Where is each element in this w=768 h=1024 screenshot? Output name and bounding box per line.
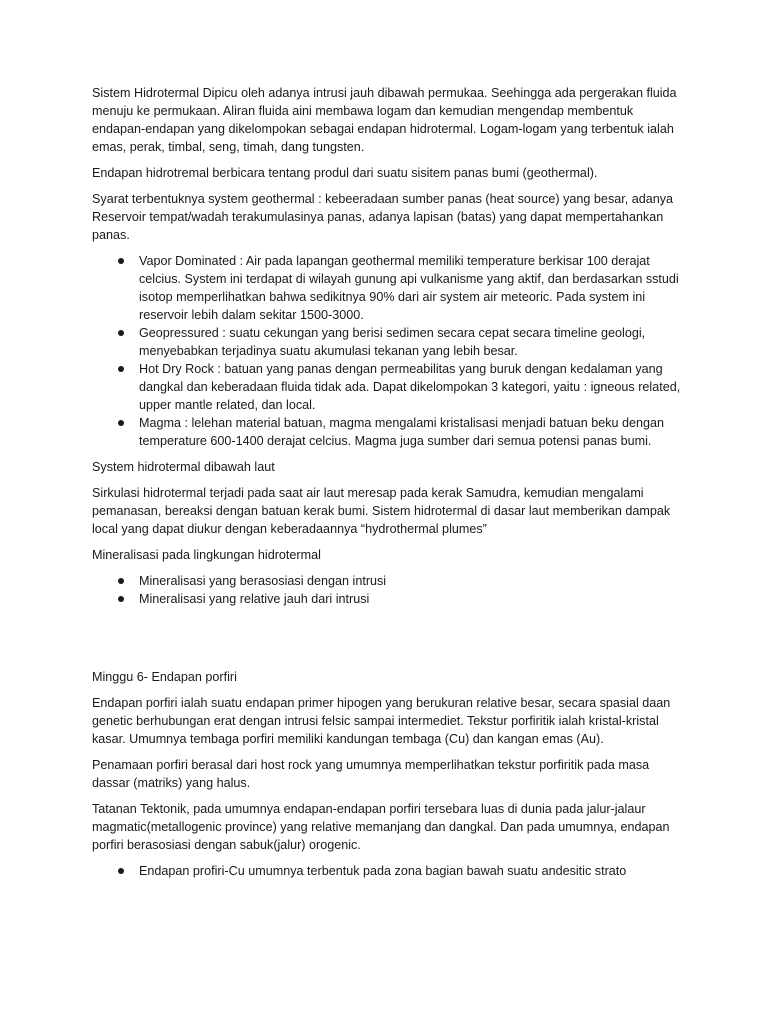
- paragraph-geothermal-product: Endapan hidrotremal berbicara tentang produl dari suatu sisitem panas bumi (geothermal).: [92, 166, 598, 180]
- document-page: [92, 84, 682, 888]
- heading-mineralization: Mineralisasi pada lingkungan hidrotermal: [92, 548, 321, 562]
- paragraph-porphyry-naming: Penamaan porfiri berasal dari host rock yang umumnya memperlihatkan tekstur porfiritik pada masa dassar (matriks) yang halus.: [92, 758, 650, 790]
- list-item-hot-dry-rock: Hot Dry Rock : batuan yang panas dengan permeabilitas yang buruk dengan kedalaman yang dangkal dan keberadaan fluida tidak ada. Dapat dikelompokan 3 kategori, yaitu : igneous related, upper mantle related, dan local.: [92, 360, 682, 414]
- paragraph-undersea-circulation: Sirkulasi hidrotermal terjadi pada saat air laut meresap pada kerak Samudra, kemudian mengalami pemanasan, bereaksi dengan batuan kerak bumi. Sistem hidrotermal di dasar laut memberikan dampak local yang dapat diukur dengan keberadaannya “hydrothermal plumes”: [92, 486, 671, 536]
- paragraph-porphyry-definition: Endapan porfiri ialah suatu endapan primer hipogen yang berukuran relative besar, secara spasial daan genetic berhubungan erat dengan intrusi felsic sampai intermediet. Tekstur porfiritik ialah kristal-kristal kasar. Umumnya tembaga porfiri memiliki kandungan tembaga (Cu) dan kangan emas (Au).: [92, 696, 671, 746]
- paragraph-geothermal-requirements: Syarat terbentuknya system geothermal : kebeeradaan sumber panas (heat source) yang besar, adanya Reservoir tempat/wadah terakumulasinya panas, adanya lapisan (batas) yang dapat mempertahankan panas.: [92, 192, 674, 242]
- paragraph-hydrothermal-intro: Sistem Hidrotermal Dipicu oleh adanya intrusi jauh dibawah permukaa. Seehingga ada pergerakan fluida menuju ke permukaan. Aliran fluida aini membawa logam dan kemudian mengendap membentuk endapan-endapan yang dikelompokan sebagai endapan hidrotermal. Logam-logam yang terbentuk ialah emas, perak, timbal, seng, timah, dang tungsten.: [92, 86, 677, 154]
- list-item-geopressured: Geopressured : suatu cekungan yang berisi sedimen secara cepat secara timeline geologi, menyebabkan terjadinya suatu akumulasi tekanan yang lebih besar.: [92, 324, 682, 360]
- list-item-mineralization-intrusion: Mineralisasi yang berasosiasi dengan intrusi: [92, 572, 682, 590]
- list-item-vapor-dominated: Vapor Dominated : Air pada lapangan geothermal memiliki temperature berkisar 100 derajat celcius. System ini terdapat di wilayah gunung api vulkanisme yang aktif, dan berdasarkan sstudi isotop memperlihatkan bahwa sedikitnya 90% dari air system air meteoric. Pada system ini reservoir lebih dalam sekitar 1500-3000.: [92, 252, 682, 324]
- list-item-magma: Magma : lelehan material batuan, magma mengalami kristalisasi menjadi batuan beku dengan temperature 600-1400 derajat celcius. Magma juga sumber dari semua potensi panas bumi.: [92, 414, 682, 450]
- list-item-mineralization-far: Mineralisasi yang relative jauh dari intrusi: [92, 590, 682, 608]
- porphyry-list: [92, 862, 682, 880]
- section-spacer: [92, 616, 682, 668]
- heading-undersea-system: System hidrotermal dibawah laut: [92, 460, 275, 474]
- list-item-porphyry-cu: Endapan profiri-Cu umumnya terbentuk pada zona bagian bawah suatu andesitic strato: [92, 862, 682, 880]
- heading-week-6: Minggu 6- Endapan porfiri: [92, 670, 237, 684]
- paragraph-tectonic-setting: Tatanan Tektonik, pada umumnya endapan-endapan porfiri tersebara luas di dunia pada jalur-jalaur magmatic(metallogenic province) yang relative memanjang dan dangkal. Dan pada umumnya, endapan porfiri berasosiasi dengan sabuk(jalur) orogenic.: [92, 802, 670, 852]
- mineralization-list: [92, 572, 682, 608]
- geothermal-types-list: [92, 252, 682, 450]
